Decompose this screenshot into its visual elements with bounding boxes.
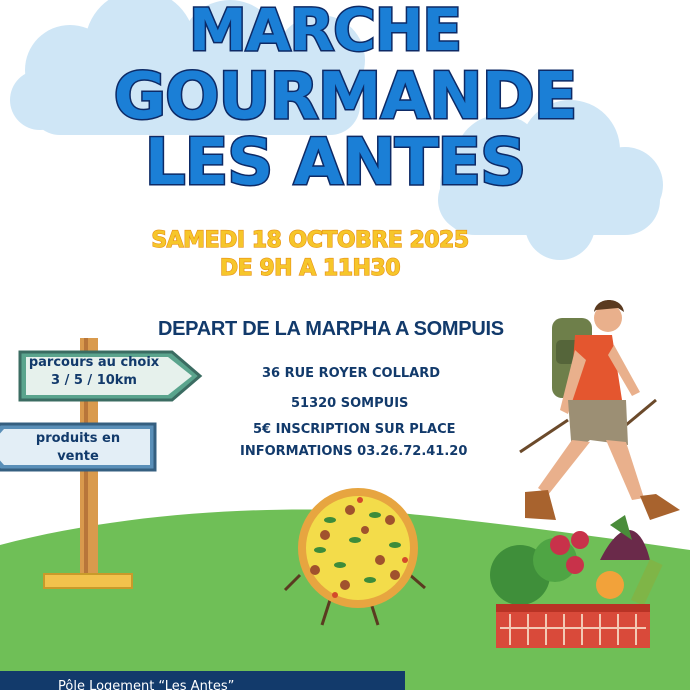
departure-heading: DEPART DE LA MARPHA A SOMPUIS <box>158 318 504 340</box>
registration-line: 5€ INSCRIPTION SUR PLACE <box>253 422 456 437</box>
hiker-illustration <box>520 300 680 520</box>
sign-route-line-1: parcours au choix <box>28 355 160 370</box>
sign-route-choice <box>24 354 164 390</box>
sign-products <box>8 430 148 466</box>
sign-products-line-1: produits en <box>35 431 121 446</box>
address-line: 36 RUE ROYER COLLARD <box>262 366 441 381</box>
sign-products-line-2: vente <box>57 449 99 464</box>
title-line-3: LES ANTES <box>144 126 526 200</box>
footer-text: Pôle Logement “Les Antes” <box>58 679 235 694</box>
title-line-2: GOURMANDE <box>113 60 577 134</box>
city-line: 51320 SOMPUIS <box>291 396 409 411</box>
contact-line: INFORMATIONS 03.26.72.41.20 <box>240 444 468 459</box>
sign-route-line-2: 3 / 5 / 10km <box>51 373 137 388</box>
event-date: SAMEDI 18 OCTOBRE 2025 <box>151 228 469 253</box>
event-time: DE 9H A 11H30 <box>219 256 401 281</box>
title-line-1: MARCHE <box>189 0 461 64</box>
